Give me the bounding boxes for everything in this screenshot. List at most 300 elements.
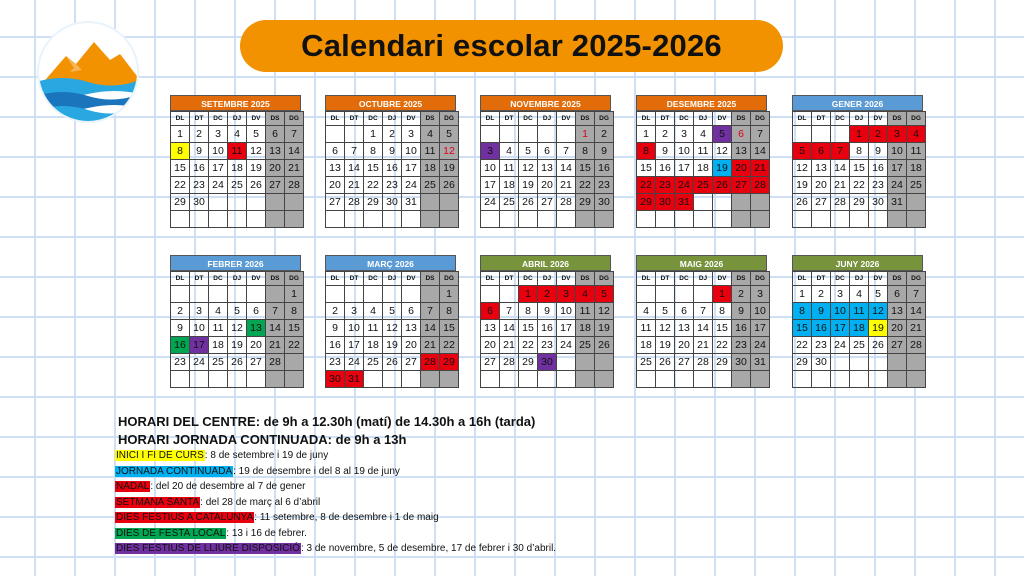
day-cell: 29: [713, 354, 732, 371]
weekday-header: DT: [345, 112, 364, 126]
day-cell: [732, 371, 751, 388]
day-cell: 30: [732, 354, 751, 371]
legend-item: [115, 495, 556, 511]
legend: [115, 448, 556, 557]
day-cell: [266, 194, 285, 211]
week-row: [481, 303, 614, 320]
day-cell: 9: [656, 143, 675, 160]
day-cell: 2: [869, 126, 888, 143]
day-cell: 10: [402, 143, 421, 160]
day-cell: [812, 126, 831, 143]
page-title: Calendari escolar 2025-2026: [240, 20, 783, 72]
day-cell: [228, 194, 247, 211]
week-row: [637, 211, 770, 228]
weekday-header: DV: [247, 272, 266, 286]
day-cell: 7: [557, 143, 576, 160]
day-cell: 26: [656, 354, 675, 371]
weekday-header: DG: [440, 112, 459, 126]
day-cell: 13: [538, 160, 557, 177]
day-cell: 23: [538, 337, 557, 354]
day-cell: 12: [440, 143, 459, 160]
day-cell: [694, 286, 713, 303]
legend-label: DIES FESTIUS DE LLIURE DISPOSICIÓ: [116, 543, 300, 554]
weekday-header: DS: [421, 272, 440, 286]
day-cell: 24: [675, 177, 694, 194]
week-row: [637, 143, 770, 160]
day-cell: [713, 211, 732, 228]
week-row: [793, 337, 926, 354]
weekday-header: DT: [500, 112, 519, 126]
school-logo: [36, 20, 140, 124]
month-header: DESEMBRE 2025: [636, 95, 767, 111]
day-cell: 4: [576, 286, 595, 303]
week-row: [637, 320, 770, 337]
day-cell: 25: [694, 177, 713, 194]
week-row: [793, 303, 926, 320]
day-cell: [190, 211, 209, 228]
day-cell: 27: [247, 354, 266, 371]
day-cell: 19: [595, 320, 614, 337]
day-cell: 17: [888, 160, 907, 177]
day-cell: [732, 211, 751, 228]
day-cell: 20: [888, 320, 907, 337]
weekday-header: DV: [557, 112, 576, 126]
day-cell: [907, 371, 926, 388]
weekday-header: DJ: [694, 272, 713, 286]
day-cell: 26: [595, 337, 614, 354]
day-cell: 6: [266, 126, 285, 143]
day-cell: 27: [732, 177, 751, 194]
day-cell: 3: [209, 126, 228, 143]
day-cell: 28: [285, 177, 304, 194]
day-cell: 2: [538, 286, 557, 303]
day-cell: 26: [228, 354, 247, 371]
weekday-header: DS: [576, 112, 595, 126]
week-row: [637, 194, 770, 211]
day-cell: [402, 371, 421, 388]
day-cell: 19: [519, 177, 538, 194]
day-cell: 20: [402, 337, 421, 354]
day-cell: [209, 211, 228, 228]
week-row: [481, 177, 614, 194]
day-cell: 20: [675, 337, 694, 354]
day-cell: 25: [576, 337, 595, 354]
day-cell: 26: [793, 194, 812, 211]
weekday-header: DL: [793, 112, 812, 126]
week-row: [793, 286, 926, 303]
day-cell: 7: [285, 126, 304, 143]
month-header: JUNY 2026: [792, 255, 923, 271]
day-cell: 11: [576, 303, 595, 320]
day-cell: 4: [500, 143, 519, 160]
day-cell: [869, 211, 888, 228]
weekday-header: DJ: [383, 112, 402, 126]
weekday-header: DL: [326, 112, 345, 126]
day-cell: 15: [171, 160, 190, 177]
day-cell: 2: [383, 126, 402, 143]
day-cell: 28: [266, 354, 285, 371]
week-row: [793, 177, 926, 194]
legend-text: : 3 de novembre, 5 de desembre, 17 de febrer i 30 d’abril.: [300, 543, 557, 554]
day-cell: [481, 211, 500, 228]
week-row: [326, 286, 459, 303]
day-cell: 27: [675, 354, 694, 371]
day-cell: 28: [557, 194, 576, 211]
day-cell: [364, 371, 383, 388]
day-cell: [190, 371, 209, 388]
weekday-header: DG: [285, 272, 304, 286]
day-cell: 7: [345, 143, 364, 160]
day-cell: 20: [538, 177, 557, 194]
day-cell: [247, 211, 266, 228]
weekday-header: DS: [732, 272, 751, 286]
day-cell: 12: [713, 143, 732, 160]
day-cell: 2: [171, 303, 190, 320]
day-cell: 7: [694, 303, 713, 320]
day-cell: 15: [637, 160, 656, 177]
day-cell: 23: [812, 337, 831, 354]
day-cell: 17: [402, 160, 421, 177]
day-cell: [675, 286, 694, 303]
week-row: [326, 194, 459, 211]
day-cell: [538, 126, 557, 143]
day-cell: 7: [266, 303, 285, 320]
day-cell: 11: [209, 320, 228, 337]
day-cell: 2: [326, 303, 345, 320]
week-row: [793, 160, 926, 177]
day-cell: 5: [656, 303, 675, 320]
day-cell: [345, 126, 364, 143]
day-cell: 29: [637, 194, 656, 211]
day-cell: 31: [751, 354, 770, 371]
day-cell: [557, 371, 576, 388]
day-cell: [557, 354, 576, 371]
day-cell: [637, 371, 656, 388]
week-row: [637, 354, 770, 371]
week-row: [326, 160, 459, 177]
weekday-header: DC: [364, 112, 383, 126]
month-header: FEBRER 2026: [170, 255, 301, 271]
weekday-header: DL: [481, 272, 500, 286]
day-cell: 14: [557, 160, 576, 177]
day-cell: [345, 286, 364, 303]
month-table: [480, 111, 614, 228]
day-cell: [675, 211, 694, 228]
day-cell: [519, 211, 538, 228]
day-cell: 3: [481, 143, 500, 160]
day-cell: [888, 371, 907, 388]
day-cell: 5: [519, 143, 538, 160]
day-cell: 9: [538, 303, 557, 320]
day-cell: 22: [850, 177, 869, 194]
day-cell: 7: [907, 286, 926, 303]
month-table: [170, 111, 304, 228]
day-cell: 13: [402, 320, 421, 337]
day-cell: 11: [228, 143, 247, 160]
day-cell: 5: [247, 126, 266, 143]
day-cell: 8: [793, 303, 812, 320]
day-cell: 8: [440, 303, 459, 320]
week-row: [481, 337, 614, 354]
day-cell: [751, 194, 770, 211]
month-calendar: [170, 95, 301, 228]
day-cell: 12: [656, 320, 675, 337]
day-cell: [285, 211, 304, 228]
day-cell: 24: [402, 177, 421, 194]
day-cell: [421, 286, 440, 303]
day-cell: 27: [326, 194, 345, 211]
day-cell: 5: [595, 286, 614, 303]
day-cell: [850, 211, 869, 228]
weekday-header: DT: [656, 272, 675, 286]
day-cell: 1: [285, 286, 304, 303]
legend-text: : del 20 de desembre al 7 de gener: [150, 481, 306, 492]
day-cell: 10: [751, 303, 770, 320]
day-cell: 24: [888, 177, 907, 194]
day-cell: [675, 371, 694, 388]
day-cell: [907, 354, 926, 371]
day-cell: 4: [694, 126, 713, 143]
day-cell: 19: [383, 337, 402, 354]
month-table: [636, 271, 770, 388]
day-cell: [326, 211, 345, 228]
day-cell: [421, 194, 440, 211]
day-cell: [209, 286, 228, 303]
day-cell: 4: [850, 286, 869, 303]
day-cell: 16: [732, 320, 751, 337]
day-cell: 26: [440, 177, 459, 194]
week-row: [326, 354, 459, 371]
day-cell: 19: [440, 160, 459, 177]
day-cell: 18: [421, 160, 440, 177]
day-cell: [171, 286, 190, 303]
day-cell: 10: [190, 320, 209, 337]
day-cell: 21: [751, 160, 770, 177]
week-row: [637, 160, 770, 177]
day-cell: 20: [812, 177, 831, 194]
weekday-header: DS: [888, 112, 907, 126]
weekday-header: DS: [421, 112, 440, 126]
week-row: [171, 211, 304, 228]
horari-jornada-continuada: HORARI JORNADA CONTINUADA: de 9h a 13h: [118, 432, 407, 447]
day-cell: 12: [247, 143, 266, 160]
day-cell: 13: [266, 143, 285, 160]
week-row: [637, 337, 770, 354]
day-cell: 14: [907, 303, 926, 320]
day-cell: 6: [402, 303, 421, 320]
day-cell: 6: [481, 303, 500, 320]
weekday-header: DT: [500, 272, 519, 286]
day-cell: 17: [751, 320, 770, 337]
week-row: [637, 371, 770, 388]
day-cell: 22: [576, 177, 595, 194]
day-cell: 24: [481, 194, 500, 211]
week-row: [326, 337, 459, 354]
legend-item: [115, 464, 556, 480]
day-cell: 18: [907, 160, 926, 177]
day-cell: 12: [519, 160, 538, 177]
day-cell: 18: [694, 160, 713, 177]
day-cell: 13: [247, 320, 266, 337]
day-cell: [228, 286, 247, 303]
day-cell: 8: [850, 143, 869, 160]
week-row: [326, 177, 459, 194]
day-cell: [793, 211, 812, 228]
day-cell: [519, 371, 538, 388]
day-cell: [500, 286, 519, 303]
day-cell: [285, 194, 304, 211]
day-cell: 10: [481, 160, 500, 177]
weekday-header: DJ: [850, 272, 869, 286]
week-row: [481, 143, 614, 160]
day-cell: 17: [190, 337, 209, 354]
weekday-header: DS: [576, 272, 595, 286]
week-row: [481, 286, 614, 303]
day-cell: 10: [209, 143, 228, 160]
day-cell: [793, 371, 812, 388]
day-cell: 24: [209, 177, 228, 194]
week-row: [171, 160, 304, 177]
month-table: [636, 111, 770, 228]
day-cell: 14: [751, 143, 770, 160]
day-cell: [576, 371, 595, 388]
day-cell: 20: [732, 160, 751, 177]
day-cell: 4: [907, 126, 926, 143]
month-header: SETEMBRE 2025: [170, 95, 301, 111]
day-cell: 21: [500, 337, 519, 354]
day-cell: [656, 211, 675, 228]
week-row: [637, 126, 770, 143]
day-cell: 22: [285, 337, 304, 354]
day-cell: [364, 286, 383, 303]
legend-label: DIES DE FESTA LOCAL: [116, 527, 226, 539]
day-cell: 23: [869, 177, 888, 194]
legend-text: : 19 de desembre i del 8 al 19 de juny: [233, 465, 400, 477]
day-cell: [247, 371, 266, 388]
weekday-header: DG: [440, 272, 459, 286]
day-cell: [383, 286, 402, 303]
weekday-header: DS: [888, 272, 907, 286]
day-cell: 27: [481, 354, 500, 371]
week-row: [171, 354, 304, 371]
day-cell: 18: [364, 337, 383, 354]
day-cell: 30: [326, 371, 345, 388]
week-row: [171, 286, 304, 303]
day-cell: 25: [364, 354, 383, 371]
weekday-header: DC: [831, 112, 850, 126]
weekday-header: DV: [869, 112, 888, 126]
day-cell: 15: [793, 320, 812, 337]
day-cell: 24: [557, 337, 576, 354]
day-cell: 21: [345, 177, 364, 194]
day-cell: 14: [285, 143, 304, 160]
weekday-header: DT: [190, 272, 209, 286]
day-cell: 6: [812, 143, 831, 160]
day-cell: 3: [831, 286, 850, 303]
weekday-header: DG: [751, 112, 770, 126]
day-cell: 8: [171, 143, 190, 160]
day-cell: 20: [247, 337, 266, 354]
day-cell: [402, 211, 421, 228]
weekday-header: DV: [402, 112, 421, 126]
weekday-header: DV: [247, 112, 266, 126]
day-cell: [694, 371, 713, 388]
day-cell: 15: [364, 160, 383, 177]
weekday-header: DJ: [228, 272, 247, 286]
day-cell: 28: [421, 354, 440, 371]
day-cell: [656, 286, 675, 303]
day-cell: 5: [440, 126, 459, 143]
day-cell: 11: [364, 320, 383, 337]
day-cell: 13: [675, 320, 694, 337]
day-cell: 8: [285, 303, 304, 320]
day-cell: 6: [888, 286, 907, 303]
day-cell: 22: [519, 337, 538, 354]
day-cell: [812, 211, 831, 228]
day-cell: [576, 211, 595, 228]
day-cell: 22: [440, 337, 459, 354]
day-cell: [440, 371, 459, 388]
day-cell: 21: [285, 160, 304, 177]
day-cell: 1: [850, 126, 869, 143]
day-cell: [285, 371, 304, 388]
day-cell: 26: [869, 337, 888, 354]
day-cell: [247, 286, 266, 303]
day-cell: [481, 371, 500, 388]
legend-text: : del 28 de març al 6 d’abril: [200, 496, 321, 508]
day-cell: 17: [831, 320, 850, 337]
day-cell: 23: [595, 177, 614, 194]
day-cell: 28: [831, 194, 850, 211]
day-cell: [850, 371, 869, 388]
day-cell: 25: [500, 194, 519, 211]
day-cell: 13: [326, 160, 345, 177]
weekday-header: DJ: [694, 112, 713, 126]
day-cell: 27: [538, 194, 557, 211]
day-cell: 29: [171, 194, 190, 211]
week-row: [793, 194, 926, 211]
day-cell: 8: [637, 143, 656, 160]
month-header: NOVEMBRE 2025: [480, 95, 611, 111]
legend-label: SETMANA SANTA: [116, 496, 200, 508]
week-row: [481, 371, 614, 388]
legend-text: : 13 i 16 de febrer.: [226, 527, 307, 539]
weekday-header: DJ: [538, 272, 557, 286]
week-row: [481, 320, 614, 337]
day-cell: [831, 126, 850, 143]
day-cell: 27: [266, 177, 285, 194]
day-cell: 25: [209, 354, 228, 371]
day-cell: 23: [326, 354, 345, 371]
day-cell: [209, 194, 228, 211]
weekday-header: DC: [209, 112, 228, 126]
day-cell: 1: [364, 126, 383, 143]
day-cell: [345, 211, 364, 228]
week-row: [481, 126, 614, 143]
day-cell: [595, 354, 614, 371]
day-cell: [421, 211, 440, 228]
day-cell: 9: [383, 143, 402, 160]
day-cell: 25: [421, 177, 440, 194]
day-cell: [888, 354, 907, 371]
day-cell: 14: [694, 320, 713, 337]
weekday-header: DC: [675, 112, 694, 126]
day-cell: 17: [481, 177, 500, 194]
week-row: [171, 320, 304, 337]
day-cell: 15: [519, 320, 538, 337]
day-cell: 29: [793, 354, 812, 371]
day-cell: [500, 126, 519, 143]
